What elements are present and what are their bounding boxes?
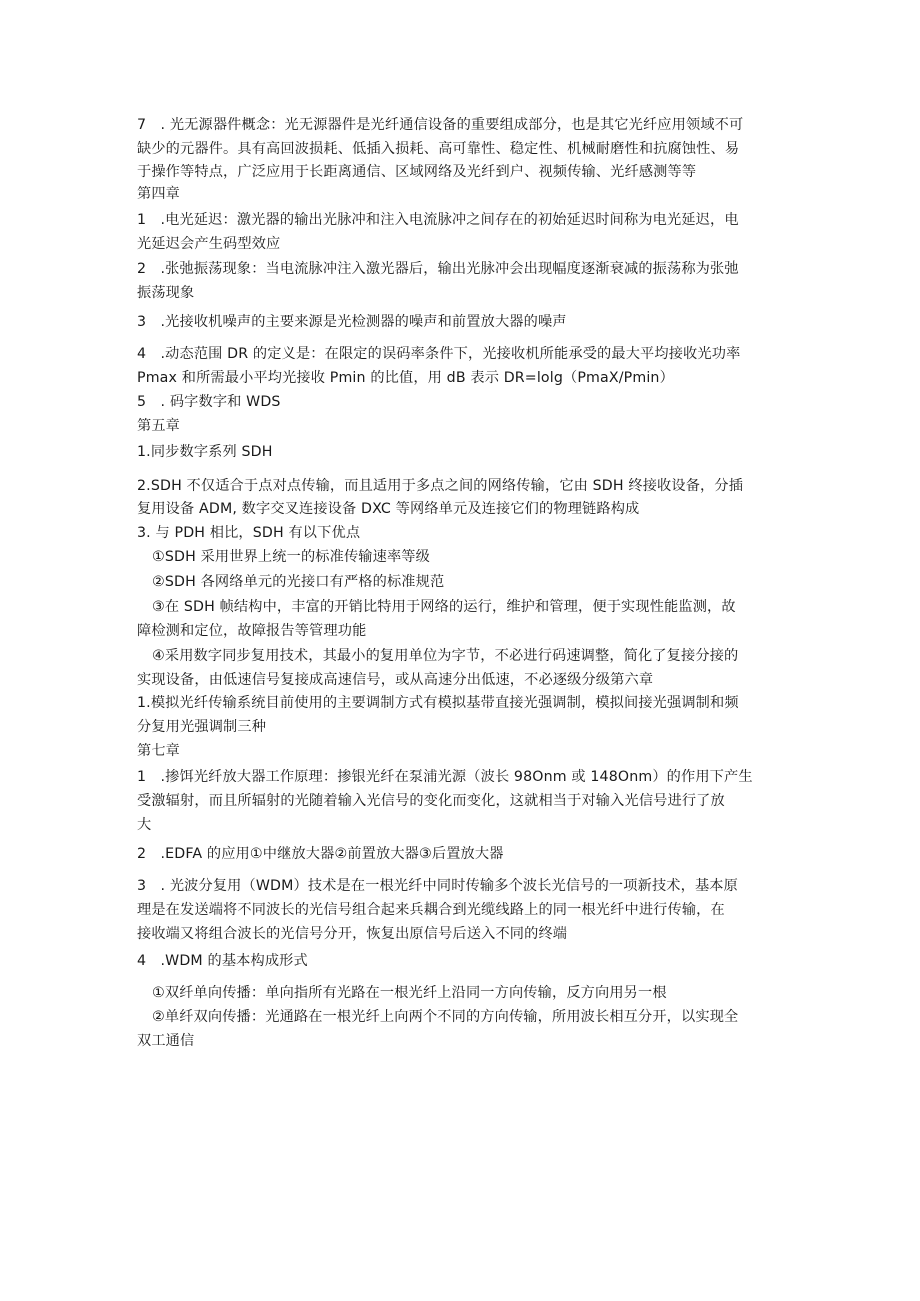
- list-item: ①双纤单向传播：单向指所有光路在一根光纤上沿同一方向传输，反方向用另一根: [152, 985, 667, 1001]
- text-line: 复用设备 ADM, 数字交叉连接设备 DXC 等网络单元及连接它们的物理链路构成: [137, 501, 640, 517]
- text-line: 5 . 码字数字和 WDS: [137, 394, 281, 410]
- text-line: 缺少的元器件。具有高回波损耗、低插入损耗、高可靠性、稳定性、机械耐磨性和抗腐蚀性、易: [137, 141, 740, 157]
- text-line: 接收端又将组合波长的光信号分开，恢复出原信号后送入不同的终端: [137, 926, 568, 942]
- text-line: 双工通信: [137, 1033, 195, 1049]
- list-item: ④采用数字同步复用技术，其最小的复用单位为字节，不必进行码速调整，简化了复接分接的: [152, 648, 739, 664]
- text-line: 7 . 光无源器件概念：光无源器件是光纤通信设备的重要组成部分，也是其它光纤应用领域不可: [137, 117, 744, 133]
- text-line: 2 .EDFA 的应用①中继放大器②前置放大器③后置放大器: [137, 846, 504, 862]
- text-line: 分复用光强调制三种: [137, 719, 267, 735]
- text-line: 振荡现象: [137, 285, 195, 301]
- chapter-heading: 第七章: [137, 743, 181, 759]
- list-item: ③在 SDH 帧结构中，丰富的开销比特用于网络的运行，维护和管理，便于实现性能监测，故: [152, 599, 736, 615]
- text-line: 3. 与 PDH 相比，SDH 有以下优点: [137, 525, 361, 541]
- text-line: 于操作等特点，广泛应用于长距离通信、区域网络及光纤到户、视频传输、光纤感测等等: [137, 164, 697, 180]
- text-line: 受激辐射，而且所辐射的光随着输入光信号的变化而变化，这就相当于对输入光信号进行了放: [137, 793, 725, 809]
- text-line: 大: [137, 817, 152, 833]
- list-item: ①SDH 采用世界上统一的标准传输速率等级: [152, 549, 430, 565]
- chapter-heading: 第五章: [137, 418, 181, 434]
- text-line: 2 .张弛振荡现象：当电流脉冲注入激光器后，输出光脉冲会出现幅度逐渐衰减的振荡称为张弛: [137, 261, 739, 277]
- text-line: 1 .掺饵光纤放大器工作原理：掺银光纤在泵浦光源（波长 98Onm 或 148Onm）的作用下产生: [137, 769, 753, 785]
- text-line: 4 .动态范围 DR 的定义是：在限定的误码率条件下，光接收机所能承受的最大平均接收光功率: [137, 346, 741, 362]
- list-item: ②SDH 各网络单元的光接口有严格的标准规范: [152, 574, 445, 590]
- text-line: 1 .电光延迟：激光器的输出光脉冲和注入电流脉冲之间存在的初始延迟时间称为电光延迟，电: [137, 212, 739, 228]
- text-line: 光延迟会产生码型效应: [137, 236, 281, 252]
- text-line: 1.同步数字系列 SDH: [137, 444, 273, 460]
- text-line: Pmax 和所需最小平均光接收 Pmin 的比值，用 dB 表示 DR=lolg（PmaX/Pmin）: [137, 370, 674, 386]
- list-item: ②单纤双向传播：光通路在一根光纤上向两个不同的方向传输，所用波长相互分开，以实现全: [152, 1009, 739, 1025]
- text-line: 2.SDH 不仅适合于点对点传输，而且适用于多点之间的网络传输，它由 SDH 终接收设备，分插: [137, 478, 744, 494]
- text-line: 3 .光接收机噪声的主要来源是光检测器的噪声和前置放大器的噪声: [137, 314, 567, 330]
- text-line: 3 . 光波分复用（WDM）技术是在一根光纤中同时传输多个波长光信号的一项新技术，基本原: [137, 878, 738, 894]
- chapter-heading: 第四章: [137, 186, 181, 202]
- text-line: 理是在发送端将不同波长的光信号组合起来兵耦合到光缆线路上的同一根光纤中进行传输，在: [137, 902, 725, 918]
- text-line: 障检测和定位，故障报告等管理功能: [137, 623, 367, 639]
- text-line: 实现设备，由低速信号复接成高速信号，或从高速分出低速，不必逐级分级第六章: [137, 672, 654, 688]
- text-line: 4 .WDM 的基本构成形式: [137, 953, 308, 969]
- text-line: 1.模拟光纤传输系统目前使用的主要调制方式有模拟基带直接光强调制，模拟间接光强调制和频: [137, 695, 739, 711]
